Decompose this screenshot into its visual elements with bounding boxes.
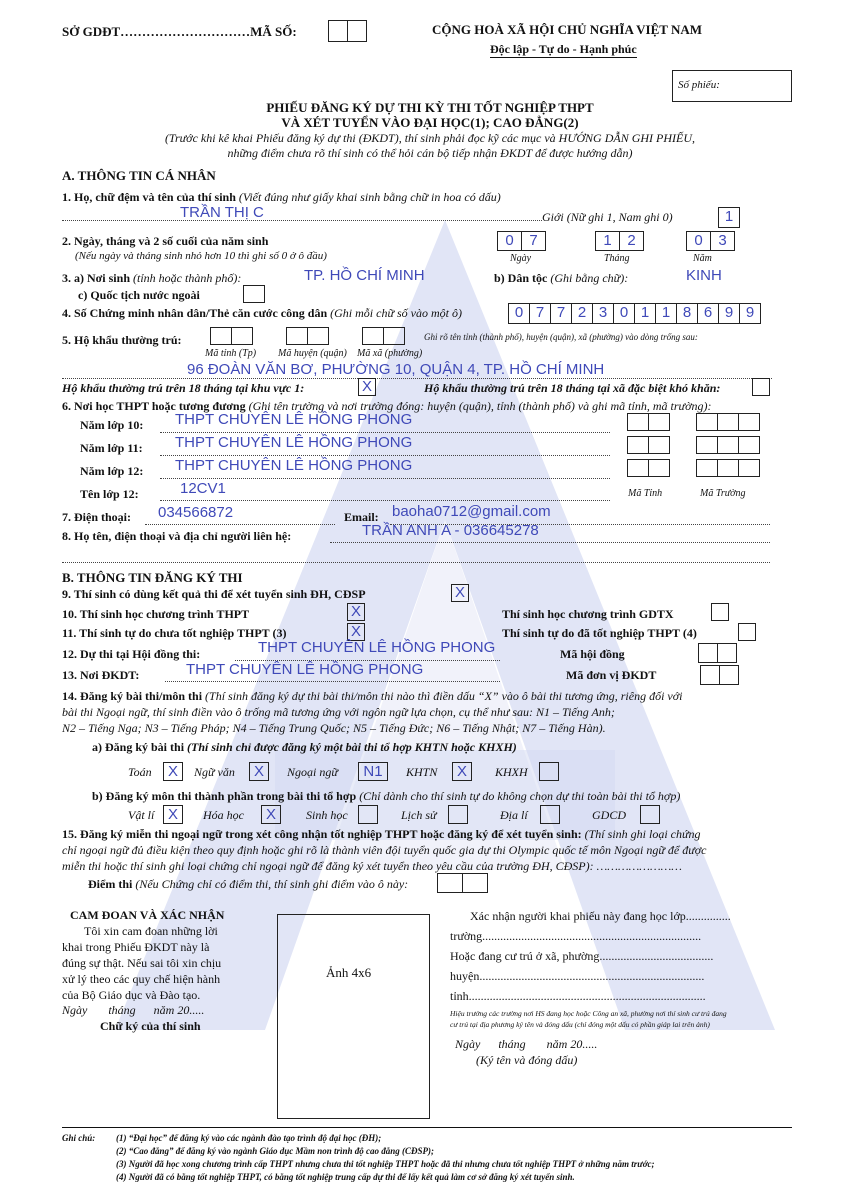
- title-note-1: (Trước khi kê khai Phiếu đăng ký dự thi (ĐKDT), thí sinh phải đọc kỹ các mục và HƯỚNG DẪN GHI PHIẾU,: [164, 131, 696, 145]
- dob-digit[interactable]: 3: [710, 231, 735, 251]
- confirm-line: Hoặc đang cư trú ở xã, phường......................................: [450, 949, 714, 963]
- subject-physics-box[interactable]: X: [163, 805, 183, 824]
- dob-digit[interactable]: 0: [497, 231, 522, 251]
- council-code-label: Mã hội đồng: [560, 647, 625, 661]
- confirm-line: Xác nhận người khai phiếu này đang học lớp...............: [470, 909, 731, 923]
- unit-code-box[interactable]: [719, 665, 739, 685]
- gender-box[interactable]: 1: [718, 207, 740, 228]
- q14a-label: a) Đăng ký bài thi: [92, 740, 185, 754]
- graduated-box[interactable]: [738, 623, 756, 641]
- graduated-label: Thí sinh tự do đã tốt nghiệp THPT (4): [502, 626, 697, 640]
- commitment-line: khai trong Phiếu ĐKDT này là: [62, 940, 210, 954]
- q3a-hint: (tỉnh hoặc thành phố):: [133, 271, 242, 285]
- q10-box[interactable]: X: [347, 603, 365, 621]
- q12-label: 12. Dự thi tại Hội đồng thi:: [62, 647, 201, 661]
- code-box[interactable]: [347, 20, 367, 42]
- exam-language-box[interactable]: N1: [358, 762, 388, 781]
- q11-box[interactable]: X: [347, 623, 365, 641]
- score-box[interactable]: [437, 873, 463, 893]
- confirm-line: huyện...........................................................................: [450, 969, 705, 983]
- subject-chemistry-box[interactable]: X: [261, 805, 281, 824]
- province-code-caption: Mã Tỉnh: [628, 488, 663, 499]
- title-note-2: những điểm chưa rõ thí sinh có thể hỏi cán bộ tiếp nhận ĐKDT để được hướng dẫn): [227, 146, 633, 160]
- foreign-nationality-box[interactable]: [243, 285, 265, 303]
- commitment-line: Tôi xin cam đoan những lời: [84, 924, 218, 938]
- registration-place-value[interactable]: THPT CHUYÊN LÊ HỒNG PHONG: [186, 661, 424, 678]
- subject-civics-box[interactable]: [640, 805, 660, 824]
- grade10-label: Năm lớp 10:: [80, 418, 144, 432]
- difficult-area-box[interactable]: [752, 378, 770, 396]
- province-code-box[interactable]: [210, 327, 232, 345]
- zone1-label: Hộ khẩu thường trú trên 18 tháng tại khu vực 1:: [62, 381, 305, 395]
- q15-label: 15. Đăng ký miễn thi ngoại ngữ trong xét công nhận tốt nghiệp THPT hoặc đăng ký để xét tuyển sinh:: [62, 827, 582, 841]
- score-box[interactable]: [462, 873, 488, 893]
- commitment-line: xử lý theo các quy chế hiện hành: [62, 972, 221, 986]
- id-digit[interactable]: 0: [508, 303, 530, 324]
- motto: Độc lập - Tự do - Hạnh phúc: [490, 42, 637, 56]
- q2-label: 2. Ngày, tháng và 2 số cuối của năm sinh: [62, 234, 269, 248]
- council-code-box[interactable]: [698, 643, 718, 663]
- id-digit[interactable]: 2: [571, 303, 593, 324]
- title-line-2: VÀ XÉT TUYỂN VÀO ĐẠI HỌC(1); CAO ĐẲNG(2): [281, 115, 579, 130]
- q14b-label: b) Đăng ký môn thi thành phần trong bài thi tổ hợp: [92, 789, 357, 803]
- subject-biology-box[interactable]: [358, 805, 378, 824]
- gender-label: Giới (Nữ ghi 1, Nam ghi 0): [542, 210, 673, 224]
- q14-text-3: N2 – Tiếng Nga; N3 – Tiếng Pháp; N4 – Tiếng Trung Quốc; N5 – Tiếng Đức; N6 – Tiếng Nhật; N7 – Tiếng Hàn).: [62, 721, 606, 735]
- subject-chemistry-label: Hóa học: [203, 808, 244, 822]
- id-digit[interactable]: 8: [676, 303, 698, 324]
- q4-label: 4. Số Chứng minh nhân dân/Thẻ căn cước công dân: [62, 306, 328, 320]
- id-digit[interactable]: 3: [592, 303, 614, 324]
- gdtx-label: Thí sinh học chương trình GDTX: [502, 607, 674, 621]
- id-digit[interactable]: 9: [739, 303, 761, 324]
- confirm-note-2: cư trú tại địa phương ký tên và đóng dấu (chỉ đóng một dấu có phần giáp lai trên ảnh): [450, 1020, 710, 1029]
- id-digit[interactable]: 7: [550, 303, 572, 324]
- q5-label: 5. Hộ khẩu thường trú:: [62, 333, 182, 347]
- q3b-label: b) Dân tộc: [494, 271, 548, 285]
- country-name: CỘNG HOÀ XÃ HỘI CHỦ NGHĨA VIỆT NAM: [432, 22, 703, 37]
- title-line-1: PHIẾU ĐĂNG KÝ DỰ THI KỲ THI TỐT NGHIỆP THPT: [266, 100, 594, 115]
- confirm-note-1: Hiệu trưởng các trường nơi HS đang học hoặc Công an xã, phường nơi thí sinh cư trú đang: [450, 1009, 727, 1018]
- class-value[interactable]: 12CV1: [180, 480, 226, 497]
- q13-label: 13. Nơi ĐKDT:: [62, 668, 140, 682]
- exam-literature-label: Ngữ văn: [194, 765, 235, 779]
- ward-code-box[interactable]: [362, 327, 384, 345]
- exam-math-label: Toán: [128, 765, 152, 779]
- exam-khtn-box[interactable]: X: [452, 762, 472, 781]
- subject-history-box[interactable]: [448, 805, 468, 824]
- form-number-box[interactable]: [672, 70, 792, 102]
- form-number-label: Số phiếu:: [678, 79, 720, 91]
- subject-geography-label: Địa lí: [500, 808, 528, 822]
- section-b-heading: B. THÔNG TIN ĐĂNG KÝ THI: [62, 570, 243, 585]
- subject-civics-label: GDCD: [592, 808, 627, 822]
- q14-text-2: bài thi Ngoại ngữ, thí sinh điền vào ô trống mã tương ứng với ngôn ngữ lựa chọn, cụ thể như sau: N1 – Tiếng Anh;: [62, 705, 615, 719]
- confirm-signature: (Ký tên và đóng dấu): [476, 1053, 578, 1067]
- department-line: SỞ GDĐT…………………………MÃ SỐ:: [62, 24, 297, 39]
- ethnicity-value[interactable]: KINH: [686, 267, 722, 284]
- birthplace-value[interactable]: TP. HỒ CHÍ MINH: [304, 267, 425, 284]
- grade12-school[interactable]: THPT CHUYÊN LÊ HỒNG PHONG: [175, 457, 413, 474]
- ward-code-box[interactable]: [383, 327, 405, 345]
- q15-hint-3: miễn thi hoặc thí sinh ghi loại chứng chỉ ngoại ngữ để đăng ký xét tuyển theo yêu cầu của trường ĐH, CĐSP): ……………………: [62, 859, 682, 873]
- unit-code-box[interactable]: [700, 665, 720, 685]
- phone-label: 7. Điện thoại:: [62, 510, 131, 524]
- notes-label: Ghi chú:: [62, 1133, 96, 1143]
- q6-hint: (Ghi tên trường và nơi trường đóng: huyện (quận), tỉnh (thành phố) và ghi mã tỉnh, mã trường):: [248, 399, 712, 413]
- district-code-label: Mã huyện (quận): [278, 348, 347, 359]
- id-digit[interactable]: 6: [697, 303, 719, 324]
- fullname-value[interactable]: TRẦN THỊ C: [180, 204, 264, 221]
- dob-digit[interactable]: 1: [595, 231, 620, 251]
- q9-box[interactable]: X: [451, 584, 469, 602]
- phone-value[interactable]: 034566872: [158, 504, 234, 521]
- confirm-line: tỉnh...............................................................................: [450, 989, 706, 1003]
- email-label: Email:: [344, 510, 379, 524]
- score-hint: (Nếu Chứng chỉ có điểm thi, thí sinh ghi điểm vào ô này:: [135, 877, 409, 891]
- subject-history-label: Lịch sử: [401, 808, 437, 822]
- dob-digit[interactable]: 0: [686, 231, 711, 251]
- grade10-school[interactable]: THPT CHUYÊN LÊ HỒNG PHONG: [175, 411, 413, 428]
- commitment-title: CAM ĐOAN VÀ XÁC NHẬN: [70, 908, 225, 922]
- grade11-label: Năm lớp 11:: [80, 441, 143, 455]
- district-code-box[interactable]: [307, 327, 329, 345]
- dob-year-label: Năm: [693, 253, 712, 264]
- dob-digit[interactable]: 7: [521, 231, 546, 251]
- exam-khxh-label: KHXH: [495, 765, 528, 779]
- zone1-box[interactable]: X: [358, 378, 376, 396]
- gdtx-box[interactable]: [711, 603, 729, 621]
- q15-hint-1: (Thí sinh ghi loại chứng: [584, 827, 701, 841]
- note-line: (1) “Đại học” để đăng ký vào các ngành đào tạo trình độ đại học (ĐH);: [116, 1133, 382, 1143]
- email-value[interactable]: baoha0712@gmail.com: [392, 503, 551, 520]
- contact-value[interactable]: TRẦN ANH A - 036645278: [362, 522, 539, 539]
- q14a-hint: (Thí sinh chỉ được đăng ký một bài thi tổ hợp KHTN hoặc KHXH): [187, 740, 517, 754]
- q11-label: 11. Thí sinh tự do chưa tốt nghiệp THPT (3): [62, 626, 287, 640]
- contact-label: 8. Họ tên, điện thoại và địa chỉ người liên hệ:: [62, 529, 292, 543]
- q1-label: 1. Họ, chữ đệm và tên của thí sinh: [62, 190, 236, 204]
- photo-label: Ảnh 4x6: [326, 965, 372, 980]
- exam-khtn-label: KHTN: [406, 765, 438, 779]
- q14-label: 14. Đăng ký bài thi/môn thi: [62, 689, 203, 703]
- difficult-area-label: Hộ khẩu thường trú trên 18 tháng tại xã đặc biệt khó khăn:: [424, 381, 721, 395]
- q3c-label: c) Quốc tịch nước ngoài: [78, 288, 200, 302]
- dob-month-label: Tháng: [604, 253, 630, 264]
- confirm-line: trường.........................................................................: [450, 929, 702, 943]
- q14b-hint: (Chỉ dành cho thí sinh tự do không chọn dự thi toàn bài thi tổ hợp): [359, 789, 681, 803]
- grade11-school[interactable]: THPT CHUYÊN LÊ HỒNG PHONG: [175, 434, 413, 451]
- province-code-label: Mã tỉnh (Tp): [205, 348, 257, 359]
- note-line: (4) Người đã có bằng tốt nghiệp THPT, có bằng tốt nghiệp trung cấp dự thi để lấy kết quả làm cơ sở đăng ký xét tuyển sinh.: [116, 1172, 575, 1182]
- dob-digit[interactable]: 2: [619, 231, 644, 251]
- id-digit[interactable]: 1: [634, 303, 656, 324]
- district-code-box[interactable]: [286, 327, 308, 345]
- grade12-label: Năm lớp 12:: [80, 464, 144, 478]
- council-code-box[interactable]: [717, 643, 737, 663]
- note-line: (3) Người đã học xong chương trình cấp THPT nhưng chưa thi tốt nghiệp THPT hoặc đã thi nhưng chưa tốt nghiệp THPT ở những năm trước;: [116, 1159, 655, 1169]
- q3b-hint: (Ghi bằng chữ):: [550, 271, 629, 285]
- exam-literature-box[interactable]: X: [249, 762, 269, 781]
- q1-hint: (Viết đúng như giấy khai sinh bằng chữ in hoa có dấu): [238, 190, 501, 204]
- subject-physics-label: Vật lí: [128, 808, 155, 822]
- school-code-caption: Mã Trường: [700, 488, 746, 499]
- exam-math-box[interactable]: X: [163, 762, 183, 781]
- q10-label: 10. Thí sinh học chương trình THPT: [62, 607, 250, 621]
- residence-address-value[interactable]: 96 ĐOÀN VĂN BƠ, PHƯỜNG 10, QUẬN 4, TP. HỒ CHÍ MINH: [187, 361, 605, 378]
- code-box[interactable]: [328, 20, 348, 42]
- subject-geography-box[interactable]: [540, 805, 560, 824]
- section-a-heading: A. THÔNG TIN CÁ NHÂN: [62, 168, 216, 183]
- q6-label: 6. Nơi học THPT hoặc tương đương: [62, 399, 246, 413]
- subject-biology-label: Sinh học: [306, 808, 348, 822]
- dob-day-label: Ngày: [510, 253, 532, 264]
- registration-unit-label: Mã đơn vị ĐKDT: [566, 668, 657, 682]
- q9-label: 9. Thí sinh có dùng kết quả thi để xét tuyển sinh ĐH, CĐSP: [62, 587, 366, 601]
- class-label: Tên lớp 12:: [80, 487, 139, 501]
- score-label: Điểm thi: [88, 877, 133, 891]
- photo-box[interactable]: [277, 914, 430, 1119]
- note-line: (2) “Cao đẳng” để đăng ký vào ngành Giáo dục Mầm non trình độ cao đẳng (CĐSP);: [116, 1146, 435, 1156]
- notes-divider: [62, 1127, 792, 1128]
- q2-hint: (Nếu ngày và tháng sinh nhỏ hơn 10 thì ghi số 0 ở ô đầu): [75, 250, 327, 262]
- q3a-label: 3. a) Nơi sinh: [62, 271, 130, 285]
- exam-language-label: Ngoại ngữ: [287, 765, 338, 779]
- confirm-date: Ngày tháng năm 20.....: [455, 1037, 598, 1051]
- q14-text-1: (Thí sinh đăng ký dự thi bài thi/môn thi nào thì điền dấu “X” vào ô bài thi tương ứng, riêng đối với: [205, 689, 683, 703]
- commitment-line: đúng sự thật. Nếu sai tôi xin chịu: [62, 956, 222, 970]
- id-digit[interactable]: 9: [718, 303, 740, 324]
- id-digit[interactable]: 0: [613, 303, 635, 324]
- ward-code-label: Mã xã (phường): [357, 348, 423, 359]
- commitment-date: Ngày tháng năm 20.....: [62, 1003, 205, 1017]
- exam-khxh-box[interactable]: [539, 762, 559, 781]
- province-code-box[interactable]: [231, 327, 253, 345]
- exam-council-value[interactable]: THPT CHUYÊN LÊ HỒNG PHONG: [258, 639, 496, 656]
- q4-hint: (Ghi mỗi chữ số vào một ô): [330, 306, 462, 320]
- id-digit[interactable]: 1: [655, 303, 677, 324]
- id-digit[interactable]: 7: [529, 303, 551, 324]
- q15-hint-2: chỉ ngoại ngữ đủ điều kiện theo quy định hoặc ghi rõ là thành viên đội tuyển quốc gia dự thi Olympic quốc tế môn Ngoại ngữ để được: [62, 843, 707, 857]
- q5-hint: Ghi rõ tên tỉnh (thành phố), huyện (quận), xã (phường) vào dòng trống sau:: [424, 332, 698, 342]
- candidate-signature-label: Chữ ký của thí sinh: [100, 1019, 201, 1033]
- commitment-line: của Bộ Giáo dục và Đào tạo.: [62, 988, 201, 1002]
